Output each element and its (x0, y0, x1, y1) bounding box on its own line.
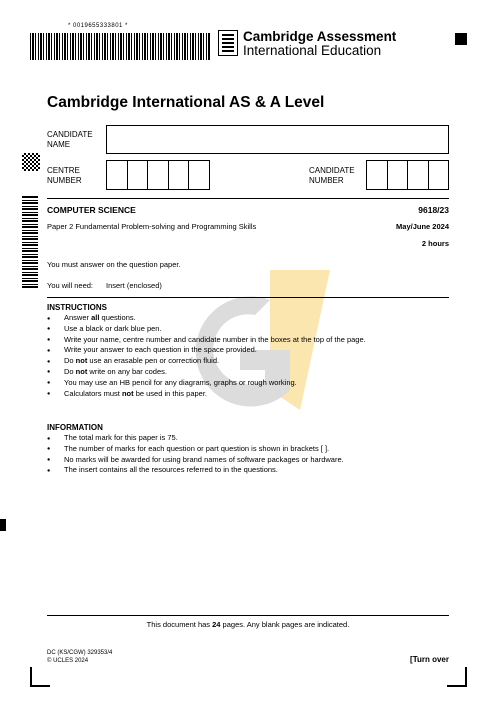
exam-session: May/June 2024 (396, 222, 449, 231)
will-need-value: Insert (enclosed) (106, 281, 162, 290)
candidate-number-label: CANDIDATE NUMBER (309, 166, 355, 185)
will-need-label: You will need: (47, 281, 94, 290)
instructions-list (47, 313, 366, 399)
side-barcode (22, 196, 38, 288)
information-list (47, 433, 344, 476)
instruction-item: ● Do not use an erasable pen or correction fluid. (47, 356, 366, 367)
crop-mark-bottom-right (447, 667, 467, 687)
qr-code (22, 153, 40, 171)
cambridge-crest-icon (218, 30, 238, 56)
instruction-item: ● You may use an HB pencil for any diagrams, graphs or rough working. (47, 378, 366, 389)
information-item: ● The insert contains all the resources referred to in the questions. (47, 465, 344, 476)
centre-number-boxes[interactable] (106, 160, 210, 190)
instruction-item: ● Write your name, centre number and candidate number in the boxes at the top of the page. (47, 335, 366, 346)
registration-mark (455, 33, 467, 45)
information-item: ● The total mark for this paper is 75. (47, 433, 344, 444)
rule-mid (47, 297, 449, 298)
page-count-note: This document has 24 pages. Any blank pages are indicated. (146, 620, 350, 629)
subject: COMPUTER SCIENCE (47, 205, 136, 215)
crop-mark-bottom-left (30, 667, 50, 687)
instruction-item: ● Answer all questions. (47, 313, 366, 324)
barcode-number: * 0019655333801 * (68, 23, 128, 29)
logo-line2: International Education (243, 43, 382, 58)
paper-title: Paper 2 Fundamental Problem-solving and Programming Skills (47, 222, 257, 231)
information-item: ● The number of marks for each question or part question is shown in brackets [ ]. (47, 444, 344, 455)
candidate-number-boxes[interactable] (366, 160, 449, 190)
turn-over: [Turn over (410, 655, 449, 664)
duration: 2 hours (421, 239, 449, 248)
logo-line1: Cambridge Assessment (243, 29, 397, 44)
rule-bottom (47, 615, 449, 616)
page-title: Cambridge International AS & A Level (47, 94, 325, 111)
instruction-item: ● Use a black or dark blue pen. (47, 324, 366, 335)
side-registration-mark (0, 519, 6, 531)
answer-instruction: You must answer on the question paper. (47, 260, 181, 269)
instruction-item: ● Do not write on any bar codes. (47, 367, 366, 378)
candidate-name-box[interactable] (106, 125, 449, 154)
instruction-item: ● Calculators must not be used in this paper. (47, 389, 366, 400)
document-code: DC (KS/CGW) 329353/4 © UCLES 2024 (47, 650, 113, 664)
barcode (30, 33, 210, 60)
information-heading: INFORMATION (47, 423, 103, 432)
instruction-item: ● Write your answer to each question in the space provided. (47, 345, 366, 356)
rule-top (47, 198, 449, 199)
centre-number-label: CENTRE NUMBER (47, 166, 82, 185)
information-item: ● No marks will be awarded for using brand names of software packages or hardware. (47, 455, 344, 466)
syllabus-code: 9618/23 (418, 205, 449, 215)
instructions-heading: INSTRUCTIONS (47, 303, 107, 312)
candidate-name-label: CANDIDATE NAME (47, 130, 93, 149)
